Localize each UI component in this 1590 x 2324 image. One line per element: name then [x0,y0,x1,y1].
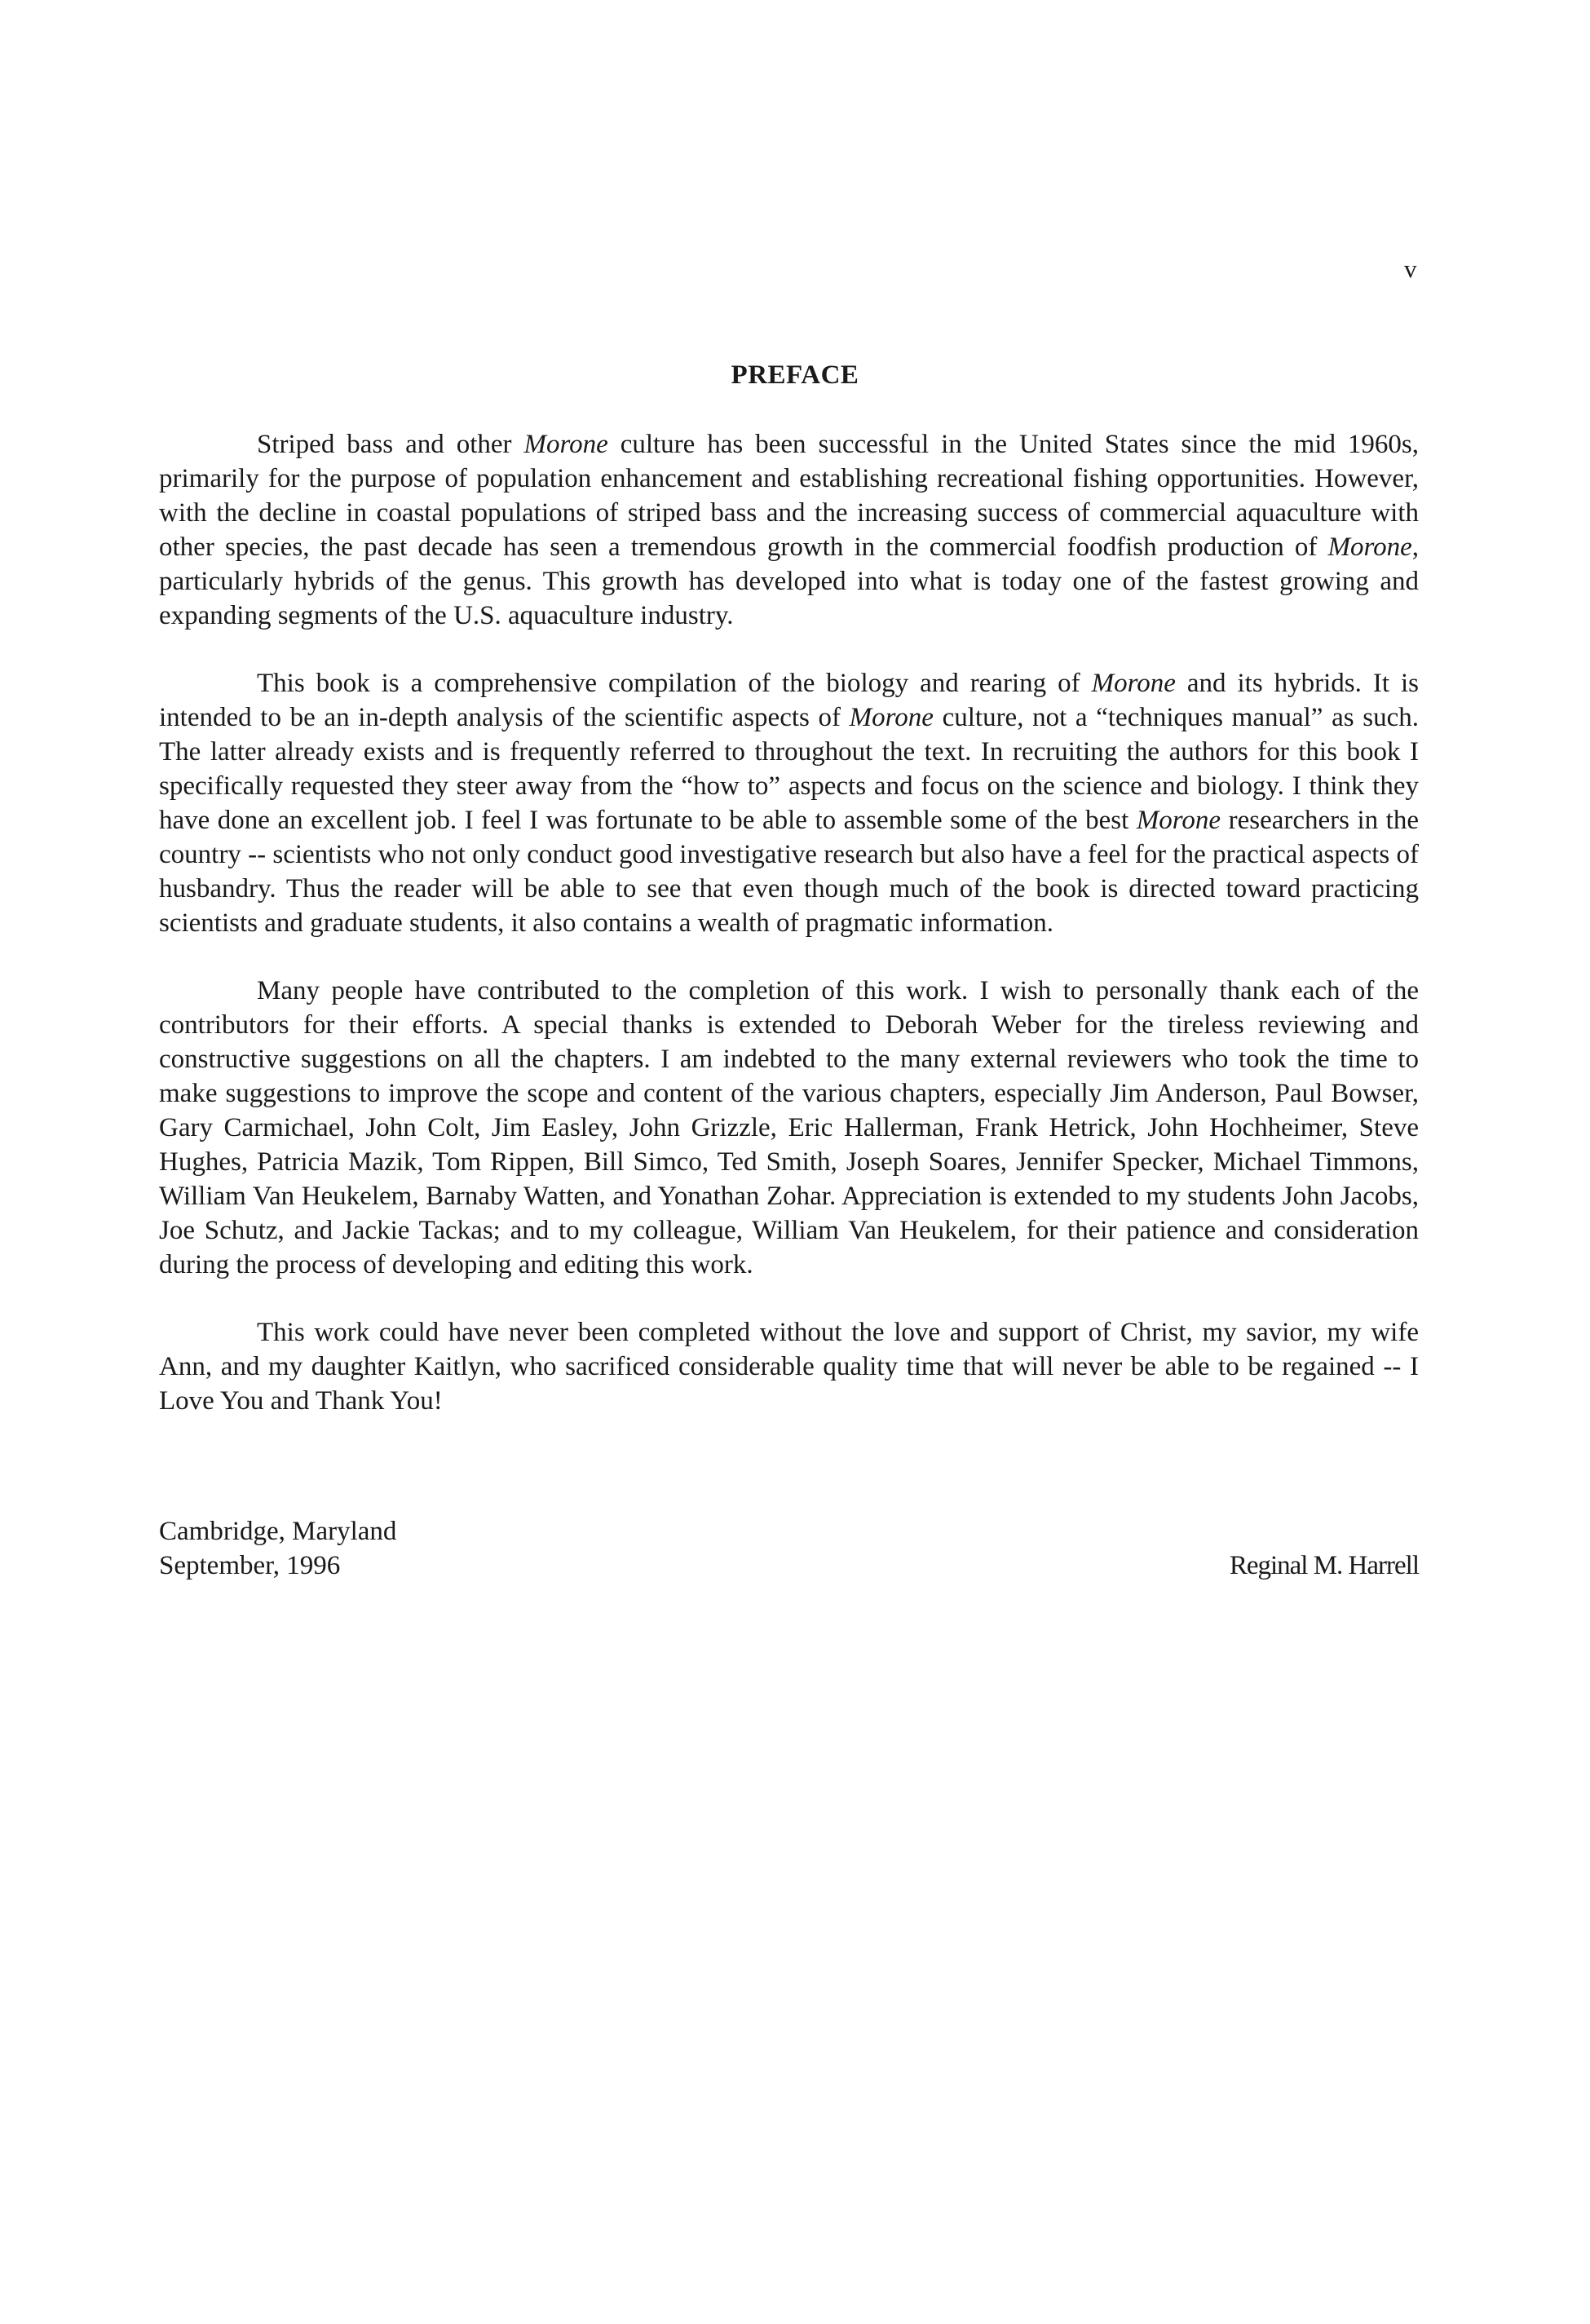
paragraph-2 [159,666,1419,940]
text-run: culture, not a “techniques manual” as such. The latter already exists and is frequently referred to throughout the text. In recruiting the authors for this book I specifically requested they steer away from the “how to” aspects and focus on the science and biology. I think they have done an excellent job. I feel I was fortunate to be able to assemble some of the best [159,703,1419,835]
italic-term: Morone [1091,669,1176,698]
author-signature: Reginal M. Harrell [1229,1551,1419,1580]
text-run: Striped bass and other [257,430,524,459]
paragraph-1 [159,427,1419,633]
text-run: and its hybrids. It is intended to be an in-depth analysis of the scientific aspects of [159,669,1420,732]
italic-term: Morone [849,703,934,732]
page-title: PREFACE [731,360,859,390]
italic-term: Morone [1327,532,1412,562]
text-run: researchers in the country -- scientists who not only conduct good investigative research but also have a feel for the practical aspects of husbandry. Thus the reader will be able to see that even though much of the book is directed toward practicing scientists and graduate students, it also contains a wealth of pragmatic information. [159,806,1419,938]
page-number: v [1404,254,1417,283]
paragraph-3 [159,974,1419,1282]
italic-term: Morone [1136,806,1221,835]
text-run: , particularly hybrids of the genus. This growth has developed into what is today one of the fastest growing and expanding segments of the U.S. aquaculture industry. [159,532,1419,630]
closing-date: September, 1996 [159,1551,341,1580]
text-run: Many people have contributed to the completion of this work. I wish to personally thank each of the contributors for their efforts. A special thanks is extended to Deborah Weber for the tireless reviewing and constructive suggestions on all the chapters. I am indebted to the many external reviewers who took the time to make suggestions to improve the scope and content of the various chapters, especially Jim Anderson, Paul Bowser, Gary Carmichael, John Colt, Jim Easley, John Grizzle, Eric Hallerman, Frank Hetrick, John Hochheimer, Steve Hughes, Patricia Mazik, Tom Rippen, Bill Simco, Ted Smith, Joseph Soares, Jennifer Specker, Michael Timmons, William Van Heukelem, Barnaby Watten, and Yonathan Zohar. Appreciation is extended to my students John Jacobs, Joe Schutz, and Jackie Tackas; and to my colleague, William Van Heukelem, for their patience and consideration during the process of developing and editing this work. [159,976,1419,1279]
preface-body [159,427,1419,1451]
closing-place: Cambridge, Maryland [159,1517,397,1546]
text-run: culture has been successful in the United States since the mid 1960s, primarily for the purpose of population enhancement and establishing recreational fishing opportunities. However, with the decline in coastal populations of striped bass and the increasing success of commercial aquaculture with other species, the past decade has seen a tremendous growth in the commercial foodfish production of [159,430,1419,562]
italic-term: Morone [523,430,608,459]
text-run: This book is a comprehensive compilation of the biology and rearing of [257,669,1092,698]
paragraph-4 [159,1315,1419,1418]
text-run: This work could have never been completed without the love and support of Christ, my savior, my wife Ann, and my daughter Kaitlyn, who sacrificed considerable quality time that will never be able to be regained -- I Love You and Thank You! [159,1318,1419,1416]
